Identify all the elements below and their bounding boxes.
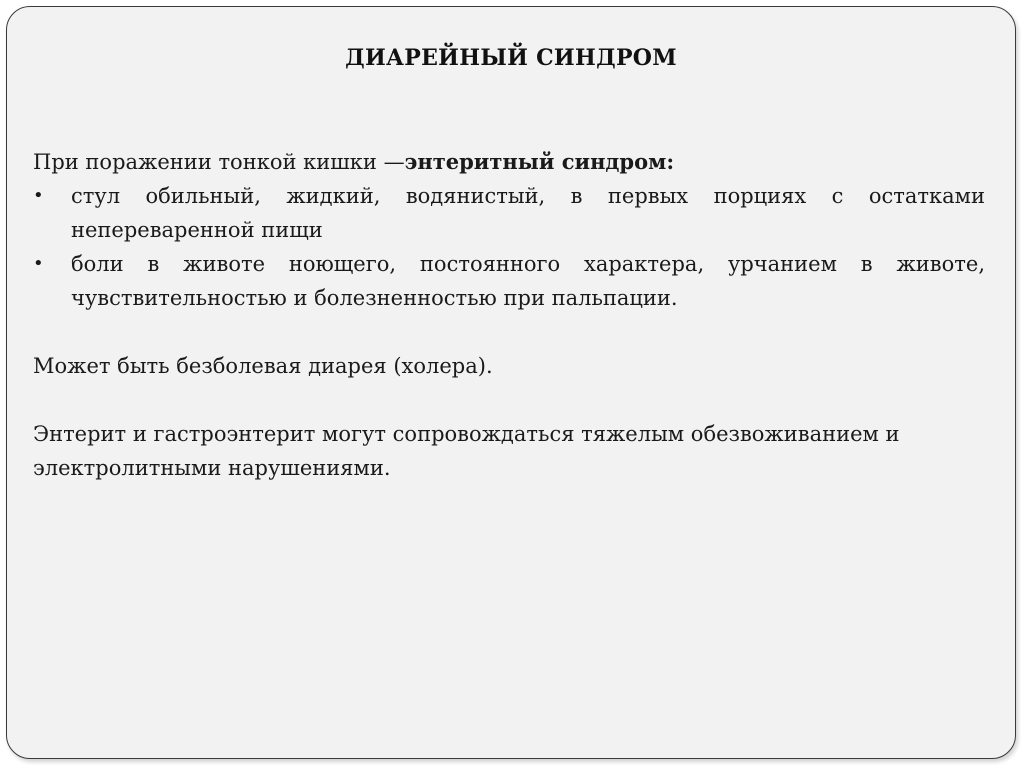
slide-title: ДИАРЕЙНЫЙ СИНДРОМ [345,45,677,71]
list-item [33,179,985,247]
slide-body [33,145,985,485]
list-item-text: боли в животе ноющего, постоянного характера, урчанием в животе, чувствительностью и болезненностью при пальпации. [71,252,985,310]
symptom-list [33,179,985,315]
spacer [33,383,985,417]
list-item-text: стул обильный, жидкий, водянистый, в первых порциях с остатками непереваренной пищи [71,184,985,242]
bullet-icon: • [33,185,44,206]
list-item [33,247,985,315]
spacer [33,315,985,349]
paragraph-painless-diarrhea: Может быть безболевая диарея (холера). [33,354,493,378]
paragraph-dehydration: Энтерит и гастроэнтерит могут сопровождаться тяжелым обезвоживанием и электролитными нарушениями. [33,422,900,480]
intro-emphasis: энтеритный синдром: [404,149,675,174]
intro-text: При поражении тонкой кишки — [33,150,405,174]
intro-paragraph [33,145,985,179]
slide-frame [6,6,1016,759]
bullet-icon: • [33,253,44,274]
